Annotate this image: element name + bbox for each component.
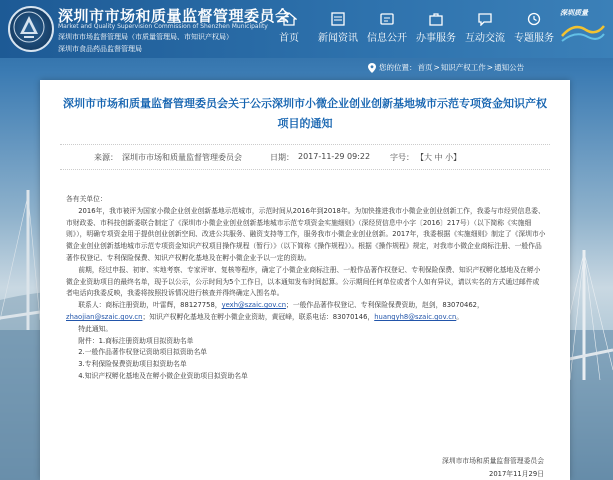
font-size-large[interactable]: 大 [424,153,432,162]
location-pin-icon [368,63,376,73]
org-subtitle: Market and Quality Supervision Commission of Shenzhen Municipality [58,23,268,30]
org-title: 深圳市市场和质量监督管理委员会 [58,7,291,25]
attachment-2[interactable]: 2.一般作品著作权登记资助项目拟资助名单 [78,348,208,357]
site-header [0,0,613,58]
font-size-small[interactable]: 小 [445,153,454,162]
nav-interact[interactable] [462,0,508,58]
info-icon [379,12,395,26]
nav-label: 首页 [279,33,299,44]
nav-label: 新闻资讯 [318,33,358,44]
breadcrumb [368,62,525,73]
chat-icon [477,12,493,26]
article-panel [40,80,570,480]
nav-home[interactable] [266,0,312,58]
notice-line: 特此通知。 [78,324,113,333]
main-nav [266,0,560,58]
home-icon [281,12,297,26]
service-icon [428,12,444,26]
source-value: 深圳市市场和质量监督管理委员会 [122,153,242,162]
breadcrumb-notices[interactable]: 通知公告 [494,63,525,72]
nav-label: 专题服务 [514,33,554,44]
email-link-yexh[interactable]: yexh@szaic.gov.cn [221,301,287,310]
topic-icon [526,12,542,26]
salutation: 各有关单位： [66,195,107,203]
date-label: 日期： [270,153,294,162]
signature-date: 2017年11月29日 [489,470,544,478]
brand-text: 深圳质量 [560,9,588,17]
paragraph-1: 2016年，我市被评为国家小微企业创业创新基地示范城市，示范时间从2016年到2018年。为加快推进我市小微企业创业创新工作，我委与市经贸信息委、市财政委、市科技创新委联合制定了《深圳市小微企业创业创新基地城市示范专项资金实施细则》（深经贸信息中小字〔2016〕217号）（以下简称《实施细则》），明确专项资金用于提供创业创新空间、改进公共服务、融资支持等工作，服务我市小微企业创业创新。2017年，我委根据《实施细则》制定了《深圳市小微企业创业创新基地城市示范专项资金知识产权项目操作规程（暂行）》（以下简称《操作规程》）。根据《操作规程》规定，对我市小微企业商标注册、一般作品著作权登记、专利保险保费、知识产权孵化基地及在孵小微企业予以一定的资助。 [66,206,546,262]
article-meta [60,144,550,170]
nav-info[interactable] [364,0,410,58]
article-title: 深圳市市场和质量监督管理委员会关于公示深圳市小微企业创业创新基地城市示范专项资金知识产权项目的通知 [63,97,547,130]
org-line-1: 深圳市市场监督管理局（市质量管理局、市知识产权局） [58,33,233,41]
breadcrumb-separator: > [433,63,440,72]
font-size-medium[interactable]: 中 [434,153,443,162]
breadcrumb-separator: > [486,63,494,72]
paragraph-2: 前期，经过申报、初审、实地考察、专家评审、复核等程序，确定了小微企业商标注册、一般作品著作权登记、专利保险保费、知识产权孵化基地及在孵小微企业资助项目的最终名单，现予以公示，公示时间为5个工作日，以本通知发布时间起算。公示期间任何单位或者个人如有异议，请以实名的方式通过邮件或者电话向我委反映，我委将按照投诉情况进行核查并得终确定入围名单。 [66,265,541,298]
attachment-1[interactable]: 附件：1.商标注册资助项目拟资助名单 [78,336,194,345]
contact-end: 。 [456,312,464,321]
breadcrumb-home[interactable]: 首页 [417,63,433,72]
breadcrumb-ip-work[interactable]: 知识产权工作 [440,63,486,72]
emblem-icon [10,8,52,50]
date-value: 2017-11-29 09:22 [298,152,371,161]
attachment-3[interactable]: 3.专利保险保费资助项目拟资助名单 [78,360,187,369]
attachment-4[interactable]: 4.知识产权孵化基地及在孵小微企业资助项目拟资助名单 [78,371,248,380]
signature-org: 深圳市市场和质量监督管理委员会 [442,457,544,465]
commission-logo[interactable] [8,6,54,52]
breadcrumb-prefix: 您的位置： [379,63,417,72]
email-link-zhaojian[interactable]: zhaojian@szaic.gov.cn [66,312,143,321]
article-body [66,194,546,383]
nav-service[interactable] [413,0,459,58]
news-icon [330,12,346,26]
font-size-selector: 【大 中 小】 [416,153,462,162]
email-link-huangyh[interactable]: huangyh8@szaic.gov.cn [374,312,457,321]
contact-paragraph [66,300,546,324]
org-line-2: 深圳市食品药品监督管理局 [58,45,142,53]
contact-intro: 联系人：商标注册资助，叶雷辉，88127758， [78,301,222,310]
nav-label: 办事服务 [416,33,456,44]
contact-mid-2: ；知识产权孵化基地及在孵小微企业资助，黄冠峰，联系电话：83070146， [142,312,375,321]
nav-label: 互动交流 [465,33,505,44]
nav-news[interactable] [315,0,361,58]
source-label: 来源： [94,153,118,162]
quality-shenzhen-logo[interactable] [560,8,606,48]
nav-label: 信息公开 [367,33,407,44]
nav-topic[interactable] [511,0,557,58]
contact-mid-1: ；一般作品著作权登记、专利保险保费资助，赵剑，83070462， [286,301,484,310]
font-size-label: 字号： [390,153,414,162]
